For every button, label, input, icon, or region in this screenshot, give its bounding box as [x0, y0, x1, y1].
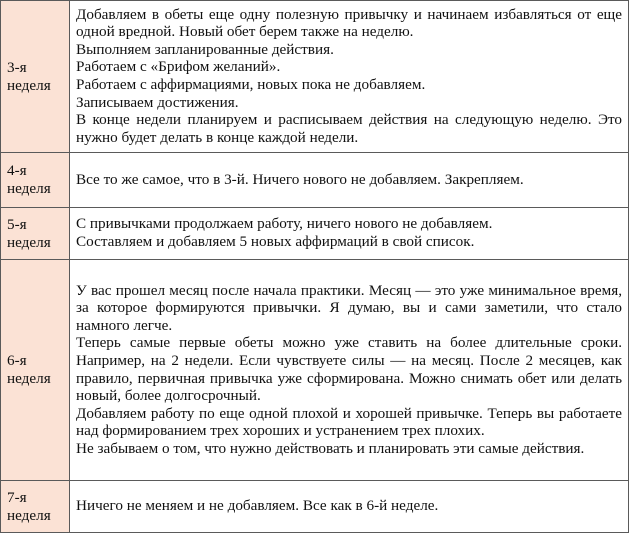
week-word: неделя — [7, 76, 51, 94]
description-line: Теперь самые первые обеты можно уже ставить на более длительные сроки. Например, на 2 недели. Если чувствуете силы — на месяц. После 2 месяцев, как правило, первичная привычка уже сформирована. Можно снимать обет или делать новый, более долгосрочный. — [76, 334, 622, 405]
description-line: Все то же самое, что в 3-й. Ничего нового не добавляем. Закрепляем. — [76, 170, 524, 188]
description-line: Работаем с «Брифом желаний». — [76, 58, 281, 76]
description-cell — [70, 208, 629, 260]
description-line: Составляем и добавляем 5 новых аффирмаций в свой список. — [76, 233, 475, 250]
week-word: неделя — [7, 506, 51, 524]
description-line: Добавляем в обеты еще одну полезную привычку и начинаем избавляться от еще одной вредной. Новый обет берем также на неделю. — [76, 5, 622, 41]
description-line: С привычками продолжаем работу, ничего нового не добавляем. — [76, 215, 493, 233]
week-cell — [1, 260, 70, 481]
week-cell — [1, 481, 70, 533]
week-word: неделя — [7, 233, 51, 251]
description-cell — [70, 153, 629, 208]
description-line: Добавляем работу по еще одной плохой и хорошей привычке. Теперь вы работаете над формированием трех хороших и устранением трех плохих. — [76, 404, 622, 440]
description-cell — [70, 1, 629, 153]
week-word: неделя — [7, 180, 51, 197]
week-number: 6-я — [7, 352, 27, 370]
description-line: Выполняем запланированные действия. — [76, 40, 334, 58]
table-row-week-4 — [1, 153, 629, 208]
description-line: Ничего не меняем и не добавляем. Все как в 6-й неделе. — [76, 497, 439, 515]
week-cell — [1, 1, 70, 153]
description-line: Работаем с аффирмациями, новых пока не добавляем. — [76, 76, 426, 93]
description-cell — [70, 481, 629, 533]
description-cell — [70, 260, 629, 481]
table-row-week-6 — [1, 260, 629, 481]
description-line: Записываем достижения. — [76, 93, 239, 111]
table-row-week-3 — [1, 1, 629, 153]
week-cell — [1, 153, 70, 208]
description-line: У вас прошел месяц после начала практики. Месяц — это уже минимальное время, за которое формируются привычки. Я думаю, вы и сами заметили, что стало намного легче. — [76, 281, 622, 334]
description-line: В конце недели планируем и расписываем действия на следующую неделю. Это нужно будет делать в конце каждой недели. — [76, 111, 622, 146]
week-number: 4-я — [7, 162, 27, 180]
week-number: 5-я — [7, 215, 27, 233]
week-number: 7-я — [7, 488, 27, 506]
description-line: Не забываем о том, что нужно действовать и планировать эти самые действия. — [76, 439, 585, 457]
week-word: неделя — [7, 370, 51, 387]
table-row-week-7 — [1, 481, 629, 533]
week-number: 3-я — [7, 58, 27, 76]
table-row-week-5 — [1, 208, 629, 260]
week-cell — [1, 208, 70, 260]
